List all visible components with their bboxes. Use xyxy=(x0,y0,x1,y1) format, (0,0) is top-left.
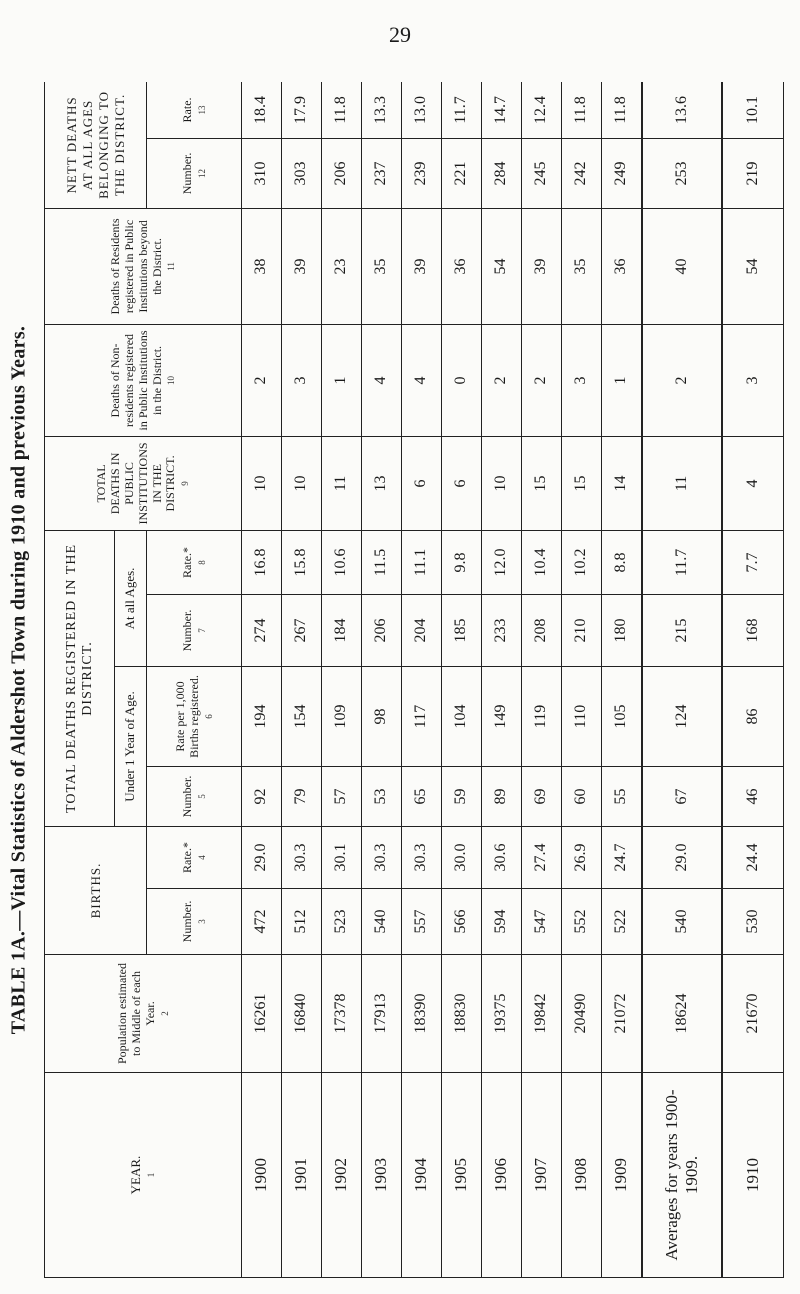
cell-institutions: 11 xyxy=(642,436,722,530)
cell-population: 21670 xyxy=(722,955,784,1073)
cell-under-one-rate: 194 xyxy=(242,666,282,766)
cell-institutions: 15 xyxy=(561,436,601,530)
vital-statistics-table xyxy=(44,82,784,1278)
cell-residents-beyond: 39 xyxy=(401,208,441,324)
cell-population: 18624 xyxy=(642,955,722,1073)
cell-non-residents: 4 xyxy=(361,324,401,436)
table-title xyxy=(2,90,36,1270)
cell-under-one-rate: 119 xyxy=(521,666,561,766)
cell-births-number: 552 xyxy=(561,889,601,955)
cell-year: 1904 xyxy=(401,1073,441,1278)
cell-all-ages-number: 184 xyxy=(321,594,361,666)
cell-non-residents: 2 xyxy=(481,324,521,436)
cell-institutions: 6 xyxy=(401,436,441,530)
cell-all-ages-rate: 12.0 xyxy=(481,530,521,594)
cell-births-number: 530 xyxy=(722,889,784,955)
cell-under-one-number: 89 xyxy=(481,766,521,826)
cell-nett-rate: 17.9 xyxy=(281,82,321,138)
cell-under-one-number: 57 xyxy=(321,766,361,826)
cell-under-one-number: 69 xyxy=(521,766,561,826)
cell-all-ages-rate: 16.8 xyxy=(242,530,282,594)
cell-under-one-number: 55 xyxy=(601,766,642,826)
cell-under-one-rate: 86 xyxy=(722,666,784,766)
cell-all-ages-number: 210 xyxy=(561,594,601,666)
cell-births-rate: 27.4 xyxy=(521,826,561,888)
cell-under-one-number: 53 xyxy=(361,766,401,826)
cell-births-number: 557 xyxy=(401,889,441,955)
cell-nett-rate: 13.6 xyxy=(642,82,722,138)
cell-population: 17913 xyxy=(361,955,401,1073)
table-row xyxy=(441,82,481,1278)
cell-year: 1908 xyxy=(561,1073,601,1278)
cell-all-ages-number: 274 xyxy=(242,594,282,666)
cell-all-ages-rate: 11.5 xyxy=(361,530,401,594)
header-births-rate: Rate.* 4 xyxy=(147,826,242,888)
cell-under-one-rate: 98 xyxy=(361,666,401,766)
current-year-row xyxy=(722,82,784,1278)
cell-institutions: 10 xyxy=(242,436,282,530)
cell-population: 19842 xyxy=(521,955,561,1073)
cell-all-ages-rate: 8.8 xyxy=(601,530,642,594)
cell-births-rate: 29.0 xyxy=(242,826,282,888)
header-total-deaths-group: TOTAL DEATHS REGISTERED IN THE DISTRICT. xyxy=(45,530,115,826)
cell-year: 1902 xyxy=(321,1073,361,1278)
cell-under-one-number: 79 xyxy=(281,766,321,826)
page-number: 29 xyxy=(389,22,411,47)
cell-residents-beyond: 54 xyxy=(722,208,784,324)
cell-all-ages-number: 168 xyxy=(722,594,784,666)
cell-nett-rate: 12.4 xyxy=(521,82,561,138)
cell-under-one-rate: 109 xyxy=(321,666,361,766)
cell-births-rate: 30.0 xyxy=(441,826,481,888)
cell-all-ages-number: 267 xyxy=(281,594,321,666)
cell-nett-rate: 11.7 xyxy=(441,82,481,138)
cell-all-ages-rate: 11.7 xyxy=(642,530,722,594)
cell-non-residents: 2 xyxy=(242,324,282,436)
cell-residents-beyond: 38 xyxy=(242,208,282,324)
header-institutions: TOTAL DEATHS IN PUBLIC INSTITUTIONS IN THE DISTRICT. 9 xyxy=(45,436,242,530)
header-population: Population estimated to Middle of each Year. 2 xyxy=(45,955,242,1073)
cell-all-ages-rate: 10.6 xyxy=(321,530,361,594)
header-non-residents: Deaths of Non-residents registered in Public Institutions in the District. 10 xyxy=(45,324,242,436)
cell-residents-beyond: 39 xyxy=(521,208,561,324)
cell-births-number: 522 xyxy=(601,889,642,955)
cell-nett-number: 219 xyxy=(722,138,784,208)
cell-residents-beyond: 36 xyxy=(601,208,642,324)
cell-births-rate: 26.9 xyxy=(561,826,601,888)
rotated-table xyxy=(44,82,784,1278)
table-row xyxy=(521,82,561,1278)
cell-births-rate: 29.0 xyxy=(642,826,722,888)
header-births-number: Number. 3 xyxy=(147,889,242,955)
header-nett-number: Number. 12 xyxy=(147,138,242,208)
cell-population: 16840 xyxy=(281,955,321,1073)
cell-births-rate: 30.1 xyxy=(321,826,361,888)
cell-nett-rate: 11.8 xyxy=(601,82,642,138)
cell-non-residents: 4 xyxy=(401,324,441,436)
cell-all-ages-number: 204 xyxy=(401,594,441,666)
cell-residents-beyond: 36 xyxy=(441,208,481,324)
cell-nett-number: 303 xyxy=(281,138,321,208)
cell-under-one-number: 67 xyxy=(642,766,722,826)
cell-nett-number: 249 xyxy=(601,138,642,208)
cell-year: 1907 xyxy=(521,1073,561,1278)
cell-all-ages-number: 215 xyxy=(642,594,722,666)
cell-births-number: 547 xyxy=(521,889,561,955)
header-year: YEAR. 1 xyxy=(45,1073,242,1278)
cell-nett-rate: 18.4 xyxy=(242,82,282,138)
header-nett-deaths-group: NETT DEATHS AT ALL AGES BELONGING TO THE DISTRICT. xyxy=(45,82,147,208)
cell-nett-number: 206 xyxy=(321,138,361,208)
cell-all-ages-number: 185 xyxy=(441,594,481,666)
table-row xyxy=(401,82,441,1278)
cell-institutions: 10 xyxy=(281,436,321,530)
cell-under-one-rate: 110 xyxy=(561,666,601,766)
cell-institutions: 11 xyxy=(321,436,361,530)
cell-institutions: 6 xyxy=(441,436,481,530)
cell-population: 17378 xyxy=(321,955,361,1073)
header-all-ages-group: At all Ages. xyxy=(115,530,147,666)
cell-institutions: 13 xyxy=(361,436,401,530)
cell-non-residents: 2 xyxy=(642,324,722,436)
header-residents-beyond: Deaths of Residents registered in Public Institutions beyond the District. 11 xyxy=(45,208,242,324)
cell-non-residents: 1 xyxy=(601,324,642,436)
cell-all-ages-number: 208 xyxy=(521,594,561,666)
cell-year: 1903 xyxy=(361,1073,401,1278)
cell-nett-number: 242 xyxy=(561,138,601,208)
cell-births-number: 540 xyxy=(361,889,401,955)
cell-institutions: 4 xyxy=(722,436,784,530)
table-row xyxy=(321,82,361,1278)
cell-year: 1900 xyxy=(242,1073,282,1278)
cell-nett-rate: 11.8 xyxy=(561,82,601,138)
cell-under-one-rate: 154 xyxy=(281,666,321,766)
cell-year: 1906 xyxy=(481,1073,521,1278)
cell-nett-number: 239 xyxy=(401,138,441,208)
header-births-group: BIRTHS. xyxy=(45,826,147,954)
table-frame xyxy=(44,82,784,1278)
cell-population: 19375 xyxy=(481,955,521,1073)
table-row xyxy=(361,82,401,1278)
cell-births-number: 512 xyxy=(281,889,321,955)
table-title-text: TABLE 1A.—Vital Statistics of Aldershot Town during 1910 and previous Years. xyxy=(7,325,30,1035)
cell-non-residents: 3 xyxy=(722,324,784,436)
cell-year: 1909 xyxy=(601,1073,642,1278)
cell-under-one-number: 59 xyxy=(441,766,481,826)
cell-births-number: 540 xyxy=(642,889,722,955)
cell-non-residents: 1 xyxy=(321,324,361,436)
cell-nett-number: 310 xyxy=(242,138,282,208)
cell-under-one-rate: 149 xyxy=(481,666,521,766)
cell-institutions: 10 xyxy=(481,436,521,530)
cell-all-ages-rate: 15.8 xyxy=(281,530,321,594)
cell-population: 16261 xyxy=(242,955,282,1073)
cell-births-number: 523 xyxy=(321,889,361,955)
cell-all-ages-rate: 11.1 xyxy=(401,530,441,594)
cell-all-ages-number: 180 xyxy=(601,594,642,666)
cell-non-residents: 3 xyxy=(561,324,601,436)
cell-population: 21072 xyxy=(601,955,642,1073)
cell-nett-number: 221 xyxy=(441,138,481,208)
cell-non-residents: 3 xyxy=(281,324,321,436)
cell-year: 1901 xyxy=(281,1073,321,1278)
cell-under-one-rate: 117 xyxy=(401,666,441,766)
cell-residents-beyond: 40 xyxy=(642,208,722,324)
header-under-one-number: Number. 5 xyxy=(147,766,242,826)
cell-population: 18830 xyxy=(441,955,481,1073)
cell-institutions: 15 xyxy=(521,436,561,530)
table-body xyxy=(242,82,784,1278)
cell-all-ages-rate: 9.8 xyxy=(441,530,481,594)
cell-under-one-rate: 124 xyxy=(642,666,722,766)
cell-under-one-number: 60 xyxy=(561,766,601,826)
cell-non-residents: 2 xyxy=(521,324,561,436)
averages-row xyxy=(642,82,722,1278)
cell-births-rate: 30.6 xyxy=(481,826,521,888)
table-row xyxy=(561,82,601,1278)
cell-births-number: 594 xyxy=(481,889,521,955)
table-row xyxy=(481,82,521,1278)
cell-nett-number: 284 xyxy=(481,138,521,208)
header-all-ages-rate: Rate.* 8 xyxy=(147,530,242,594)
cell-births-number: 566 xyxy=(441,889,481,955)
cell-births-rate: 24.7 xyxy=(601,826,642,888)
cell-all-ages-rate: 7.7 xyxy=(722,530,784,594)
cell-population: 20490 xyxy=(561,955,601,1073)
cell-residents-beyond: 23 xyxy=(321,208,361,324)
cell-year: 1905 xyxy=(441,1073,481,1278)
cell-nett-rate: 13.0 xyxy=(401,82,441,138)
cell-population: 18390 xyxy=(401,955,441,1073)
cell-nett-number: 253 xyxy=(642,138,722,208)
cell-nett-rate: 11.8 xyxy=(321,82,361,138)
cell-births-rate: 30.3 xyxy=(281,826,321,888)
table-row xyxy=(281,82,321,1278)
cell-nett-rate: 10.1 xyxy=(722,82,784,138)
cell-all-ages-rate: 10.2 xyxy=(561,530,601,594)
cell-residents-beyond: 35 xyxy=(361,208,401,324)
cell-institutions: 14 xyxy=(601,436,642,530)
header-under-one-group: Under 1 Year of Age. xyxy=(115,666,147,826)
header-all-ages-number: Number. 7 xyxy=(147,594,242,666)
table-row xyxy=(242,82,282,1278)
cell-all-ages-number: 206 xyxy=(361,594,401,666)
cell-births-number: 472 xyxy=(242,889,282,955)
header-nett-rate: Rate. 13 xyxy=(147,82,242,138)
cell-nett-rate: 13.3 xyxy=(361,82,401,138)
table-row xyxy=(601,82,642,1278)
cell-births-rate: 30.3 xyxy=(401,826,441,888)
cell-nett-number: 245 xyxy=(521,138,561,208)
cell-under-one-number: 92 xyxy=(242,766,282,826)
cell-nett-rate: 14.7 xyxy=(481,82,521,138)
cell-under-one-number: 65 xyxy=(401,766,441,826)
cell-year: Averages for years 1900-1909. xyxy=(642,1073,722,1278)
cell-under-one-rate: 104 xyxy=(441,666,481,766)
cell-residents-beyond: 35 xyxy=(561,208,601,324)
cell-births-rate: 30.3 xyxy=(361,826,401,888)
cell-births-rate: 24.4 xyxy=(722,826,784,888)
cell-residents-beyond: 54 xyxy=(481,208,521,324)
cell-nett-number: 237 xyxy=(361,138,401,208)
cell-residents-beyond: 39 xyxy=(281,208,321,324)
cell-all-ages-number: 233 xyxy=(481,594,521,666)
cell-year: 1910 xyxy=(722,1073,784,1278)
cell-all-ages-rate: 10.4 xyxy=(521,530,561,594)
cell-non-residents: 0 xyxy=(441,324,481,436)
cell-under-one-rate: 105 xyxy=(601,666,642,766)
header-under-one-rate: Rate per 1,000 Births registered. 6 xyxy=(147,666,242,766)
cell-under-one-number: 46 xyxy=(722,766,784,826)
